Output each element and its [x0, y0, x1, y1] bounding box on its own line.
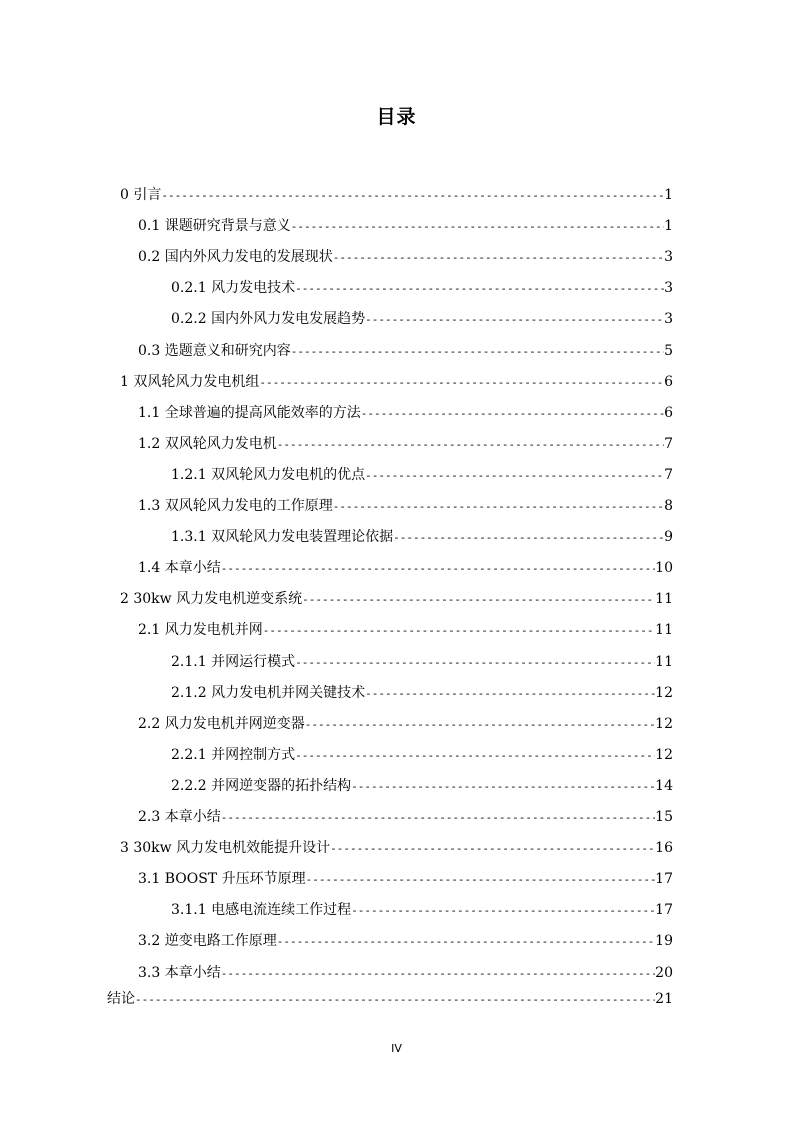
toc-entry[interactable] — [171, 899, 673, 921]
toc-entry-page: 12 — [655, 684, 673, 701]
toc-entry-page: 20 — [655, 964, 673, 981]
toc-entry-label: 2 30kw 风力发电机逆变系统 — [120, 591, 303, 608]
toc-entry-label: 1 双风轮风力发电机组 — [120, 373, 260, 390]
toc-entry-page: 15 — [655, 809, 673, 825]
toc-entry[interactable] — [138, 495, 673, 517]
toc-entry[interactable] — [120, 588, 673, 610]
toc-entry-page: 19 — [655, 933, 673, 950]
toc-dot-leader — [277, 931, 655, 953]
toc-dot-leader — [393, 527, 664, 549]
toc-dot-leader — [365, 465, 664, 487]
toc-entry[interactable] — [171, 682, 673, 704]
toc-entry-label: 1.4 本章小结 — [138, 560, 221, 577]
toc-entry-page: 1 — [664, 218, 673, 235]
toc-dot-leader — [330, 838, 655, 860]
toc-entry-page: 9 — [664, 529, 673, 546]
toc-entry[interactable] — [120, 371, 673, 393]
toc-entry[interactable] — [138, 806, 673, 828]
toc-entry-page: 7 — [664, 466, 673, 483]
toc-entry[interactable] — [138, 868, 673, 890]
toc-entry-page: 3 — [664, 280, 673, 297]
toc-dot-leader — [259, 372, 664, 394]
toc-entry-page: 17 — [655, 871, 673, 888]
toc-dot-leader — [305, 714, 655, 736]
toc-dot-leader — [333, 496, 664, 518]
toc-entry[interactable] — [120, 184, 673, 206]
toc-entry-label: 结论 — [107, 990, 135, 1007]
toc-entry-page: 11 — [655, 622, 673, 639]
toc-entry-label: 2.2.2 并网逆变器的拓扑结构 — [171, 777, 352, 794]
toc-entry[interactable] — [138, 713, 673, 735]
toc-entry-label: 0.2 国内外风力发电的发展现状 — [138, 249, 333, 266]
toc-entry-page: 17 — [655, 902, 673, 919]
toc-entry[interactable] — [138, 619, 673, 641]
toc-entry[interactable] — [171, 277, 673, 299]
toc-entry[interactable] — [171, 744, 673, 766]
toc-entry-label: 2.1.2 风力发电机并网关键技术 — [171, 684, 366, 701]
toc-entry-label: 0.2.1 风力发电技术 — [171, 280, 296, 297]
toc-entry-page: 6 — [664, 373, 673, 390]
toc-entry-page: 12 — [655, 746, 673, 763]
toc-dot-leader — [221, 807, 655, 829]
toc-entry[interactable] — [171, 775, 673, 797]
toc-entry-page: 5 — [664, 342, 673, 359]
toc-entry[interactable] — [171, 308, 673, 330]
toc-dot-leader — [295, 652, 655, 674]
toc-entry-label: 2.3 本章小结 — [138, 809, 221, 825]
toc-entry[interactable] — [138, 433, 673, 455]
toc-dot-leader — [221, 963, 655, 985]
toc-entry-label: 1.1 全球普遍的提高风能效率的方法 — [138, 404, 361, 421]
toc-entry-label: 1.2 双风轮风力发电机 — [138, 435, 277, 452]
toc-entry-label: 3 30kw 风力发电机效能提升设计 — [120, 840, 331, 857]
toc-dot-leader — [306, 869, 656, 891]
toc-dot-leader — [263, 620, 655, 642]
toc-dot-leader — [302, 589, 655, 611]
toc-dot-leader — [351, 776, 655, 798]
toc-dot-leader — [135, 989, 655, 1011]
toc-entry[interactable] — [138, 246, 673, 268]
toc-entry[interactable] — [138, 340, 673, 362]
toc-entry-label: 3.2 逆变电路工作原理 — [138, 933, 277, 950]
toc-dot-leader — [295, 278, 664, 300]
toc-entry-label: 3.1 BOOST 升压环节原理 — [138, 871, 306, 888]
toc-dot-leader — [291, 216, 664, 238]
toc-entry-page: 14 — [655, 777, 673, 794]
toc-entry-label: 0.2.2 国内外风力发电发展趋势 — [171, 311, 366, 328]
toc-entry[interactable] — [138, 930, 673, 952]
toc-dot-leader — [365, 309, 664, 331]
toc-entry-page: 16 — [655, 840, 673, 857]
toc-dot-leader — [351, 900, 655, 922]
toc-entry[interactable] — [171, 651, 673, 673]
toc-entry-label: 3.3 本章小结 — [138, 964, 221, 981]
toc-entry[interactable] — [138, 215, 673, 237]
toc-entry-page: 8 — [664, 498, 673, 514]
toc-entry[interactable] — [138, 557, 673, 579]
toc-dot-leader — [361, 403, 664, 425]
toc-dot-leader — [333, 247, 664, 269]
toc-entry-page: 12 — [655, 715, 673, 732]
toc-dot-leader — [295, 745, 655, 767]
toc-entry[interactable] — [171, 526, 673, 548]
toc-entry-label: 0.1 课题研究背景与意义 — [138, 218, 291, 235]
toc-entry-label: 1.3.1 双风轮风力发电装置理论依据 — [171, 529, 394, 546]
toc-entry-page: 1 — [664, 187, 673, 203]
toc-entry[interactable] — [120, 837, 673, 859]
toc-entry-page: 21 — [655, 990, 673, 1007]
toc-entry-label: 3.1.1 电感电流连续工作过程 — [171, 902, 352, 919]
toc-entry-page: 3 — [664, 311, 673, 328]
toc-entry[interactable] — [138, 962, 673, 984]
toc-dot-leader — [365, 683, 655, 705]
toc-entry-page: 11 — [655, 591, 673, 608]
page-number: IV — [391, 1042, 402, 1055]
toc-entry-label: 2.1 风力发电机并网 — [138, 622, 263, 639]
toc-dot-leader — [277, 434, 664, 456]
toc-entry-page: 3 — [664, 249, 673, 266]
toc-title: 目录 — [376, 106, 417, 128]
toc-entry-label: 0 引言 — [120, 187, 162, 203]
toc-entry-label: 1.2.1 双风轮风力发电机的优点 — [171, 466, 366, 483]
toc-entry-page: 6 — [664, 404, 673, 421]
toc-entry-page: 7 — [664, 435, 673, 452]
toc-entry-label: 1.3 双风轮风力发电的工作原理 — [138, 498, 333, 514]
toc-entry-page: 11 — [655, 653, 673, 670]
toc-entry-label: 2.1.1 并网运行模式 — [171, 653, 296, 670]
toc-entry-label: 2.2.1 并网控制方式 — [171, 746, 296, 763]
toc-entry-label: 0.3 选题意义和研究内容 — [138, 342, 291, 359]
toc-entry[interactable] — [171, 464, 673, 486]
toc-dot-leader — [161, 185, 664, 207]
toc-entry[interactable] — [107, 988, 673, 1010]
toc-entry-page: 10 — [655, 560, 673, 577]
toc-entry-label: 2.2 风力发电机并网逆变器 — [138, 715, 305, 732]
toc-dot-leader — [221, 558, 655, 580]
toc-entry[interactable] — [138, 402, 673, 424]
toc-dot-leader — [291, 341, 664, 363]
